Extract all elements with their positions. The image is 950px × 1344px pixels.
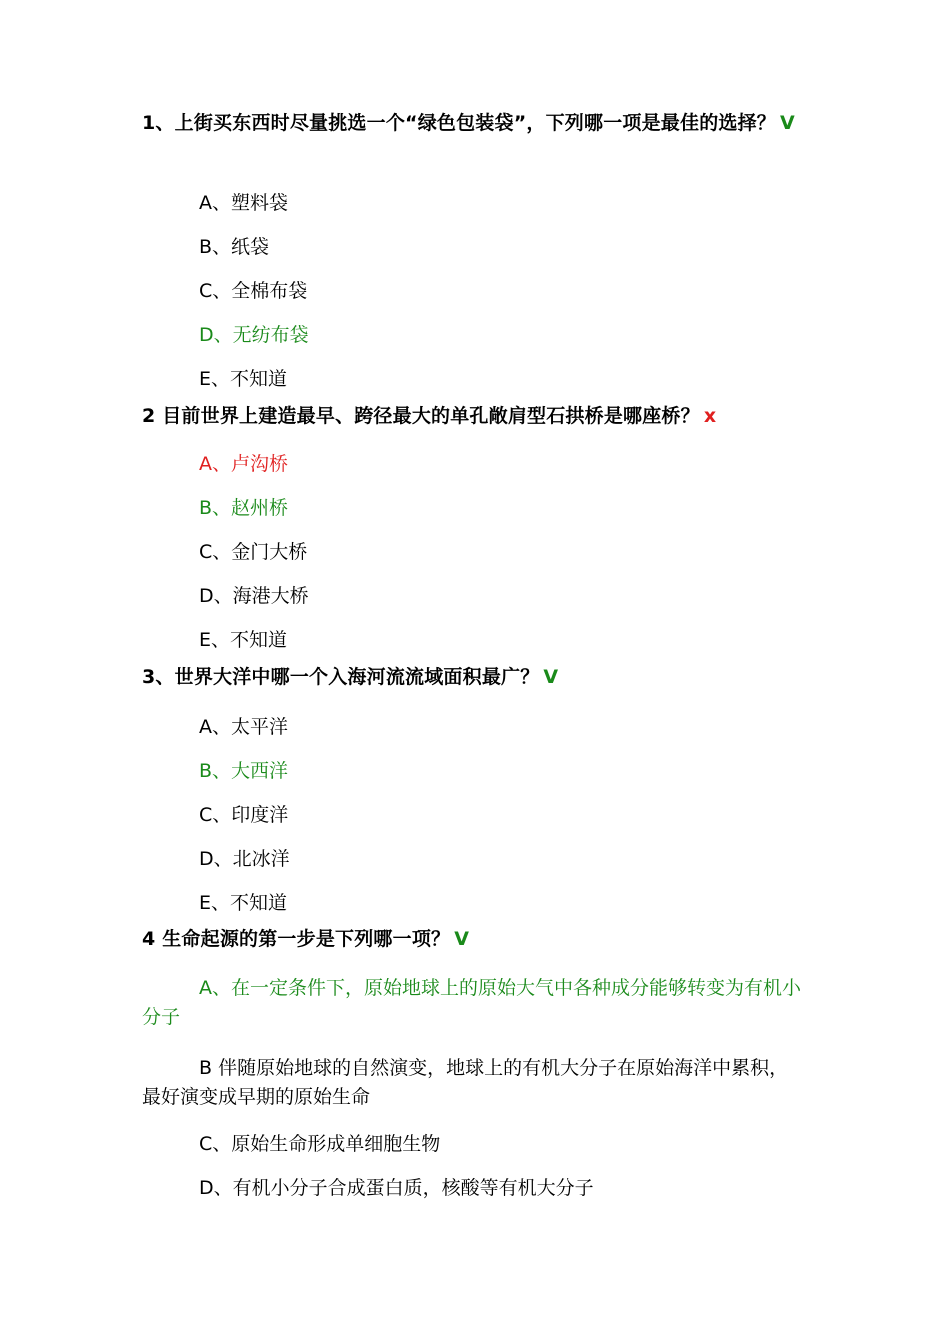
- question-3: [142, 662, 802, 693]
- question-1-text: 1、上街买东西时尽量挑选一个“绿色包装袋”，下列哪一项是最佳的选择？: [142, 112, 776, 134]
- question-2-text: 2 目前世界上建造最早、跨径最大的单孔敞肩型石拱桥是哪座桥？: [142, 405, 700, 427]
- question-3-option-a: A、太平洋: [199, 716, 288, 738]
- question-3-option-d: D、北冰洋: [199, 848, 290, 870]
- question-4-option-a: A、在一定条件下，原始地球上的原始大气中各种成分能够转变为有机小分子: [142, 977, 801, 1028]
- question-3-option-b: B、大西洋: [199, 760, 289, 782]
- question-4-option-d: D、有机小分子合成蛋白质，核酸等有机大分子: [199, 1177, 594, 1199]
- question-2-option-c: C、金门大桥: [199, 541, 308, 563]
- question-2-option-e: E、不知道: [199, 629, 288, 651]
- question-1: [142, 108, 802, 139]
- question-4-mark: V: [454, 928, 470, 950]
- question-3-mark: V: [543, 666, 559, 688]
- question-1-option-c: C、全棉布袋: [199, 280, 308, 302]
- question-3-option-c: C、印度洋: [199, 804, 289, 826]
- question-3-option-e: E、不知道: [199, 892, 288, 914]
- question-3-text: 3、世界大洋中哪一个入海河流流域面积最广？: [142, 666, 540, 688]
- question-1-option-b: B、纸袋: [199, 236, 270, 258]
- question-2: [142, 401, 802, 432]
- question-4: [142, 924, 802, 955]
- question-2-option-a: A、卢沟桥: [199, 453, 288, 475]
- question-2-mark: x: [703, 405, 717, 427]
- question-2-option-b: B、赵州桥: [199, 497, 289, 519]
- question-1-option-e: E、不知道: [199, 368, 288, 390]
- question-1-option-a: A、塑料袋: [199, 192, 288, 214]
- question-4-option-b: B 伴随原始地球的自然演变，地球上的有机大分子在原始海洋中累积，最好演变成早期的原始生命: [142, 1057, 789, 1108]
- question-4-option-c: C、原始生命形成单细胞生物: [199, 1133, 441, 1155]
- question-2-option-d: D、海港大桥: [199, 585, 309, 607]
- question-1-mark: V: [780, 112, 795, 134]
- question-1-option-d: D、无纺布袋: [199, 324, 309, 346]
- question-4-text: 4 生命起源的第一步是下列哪一项？: [142, 928, 451, 950]
